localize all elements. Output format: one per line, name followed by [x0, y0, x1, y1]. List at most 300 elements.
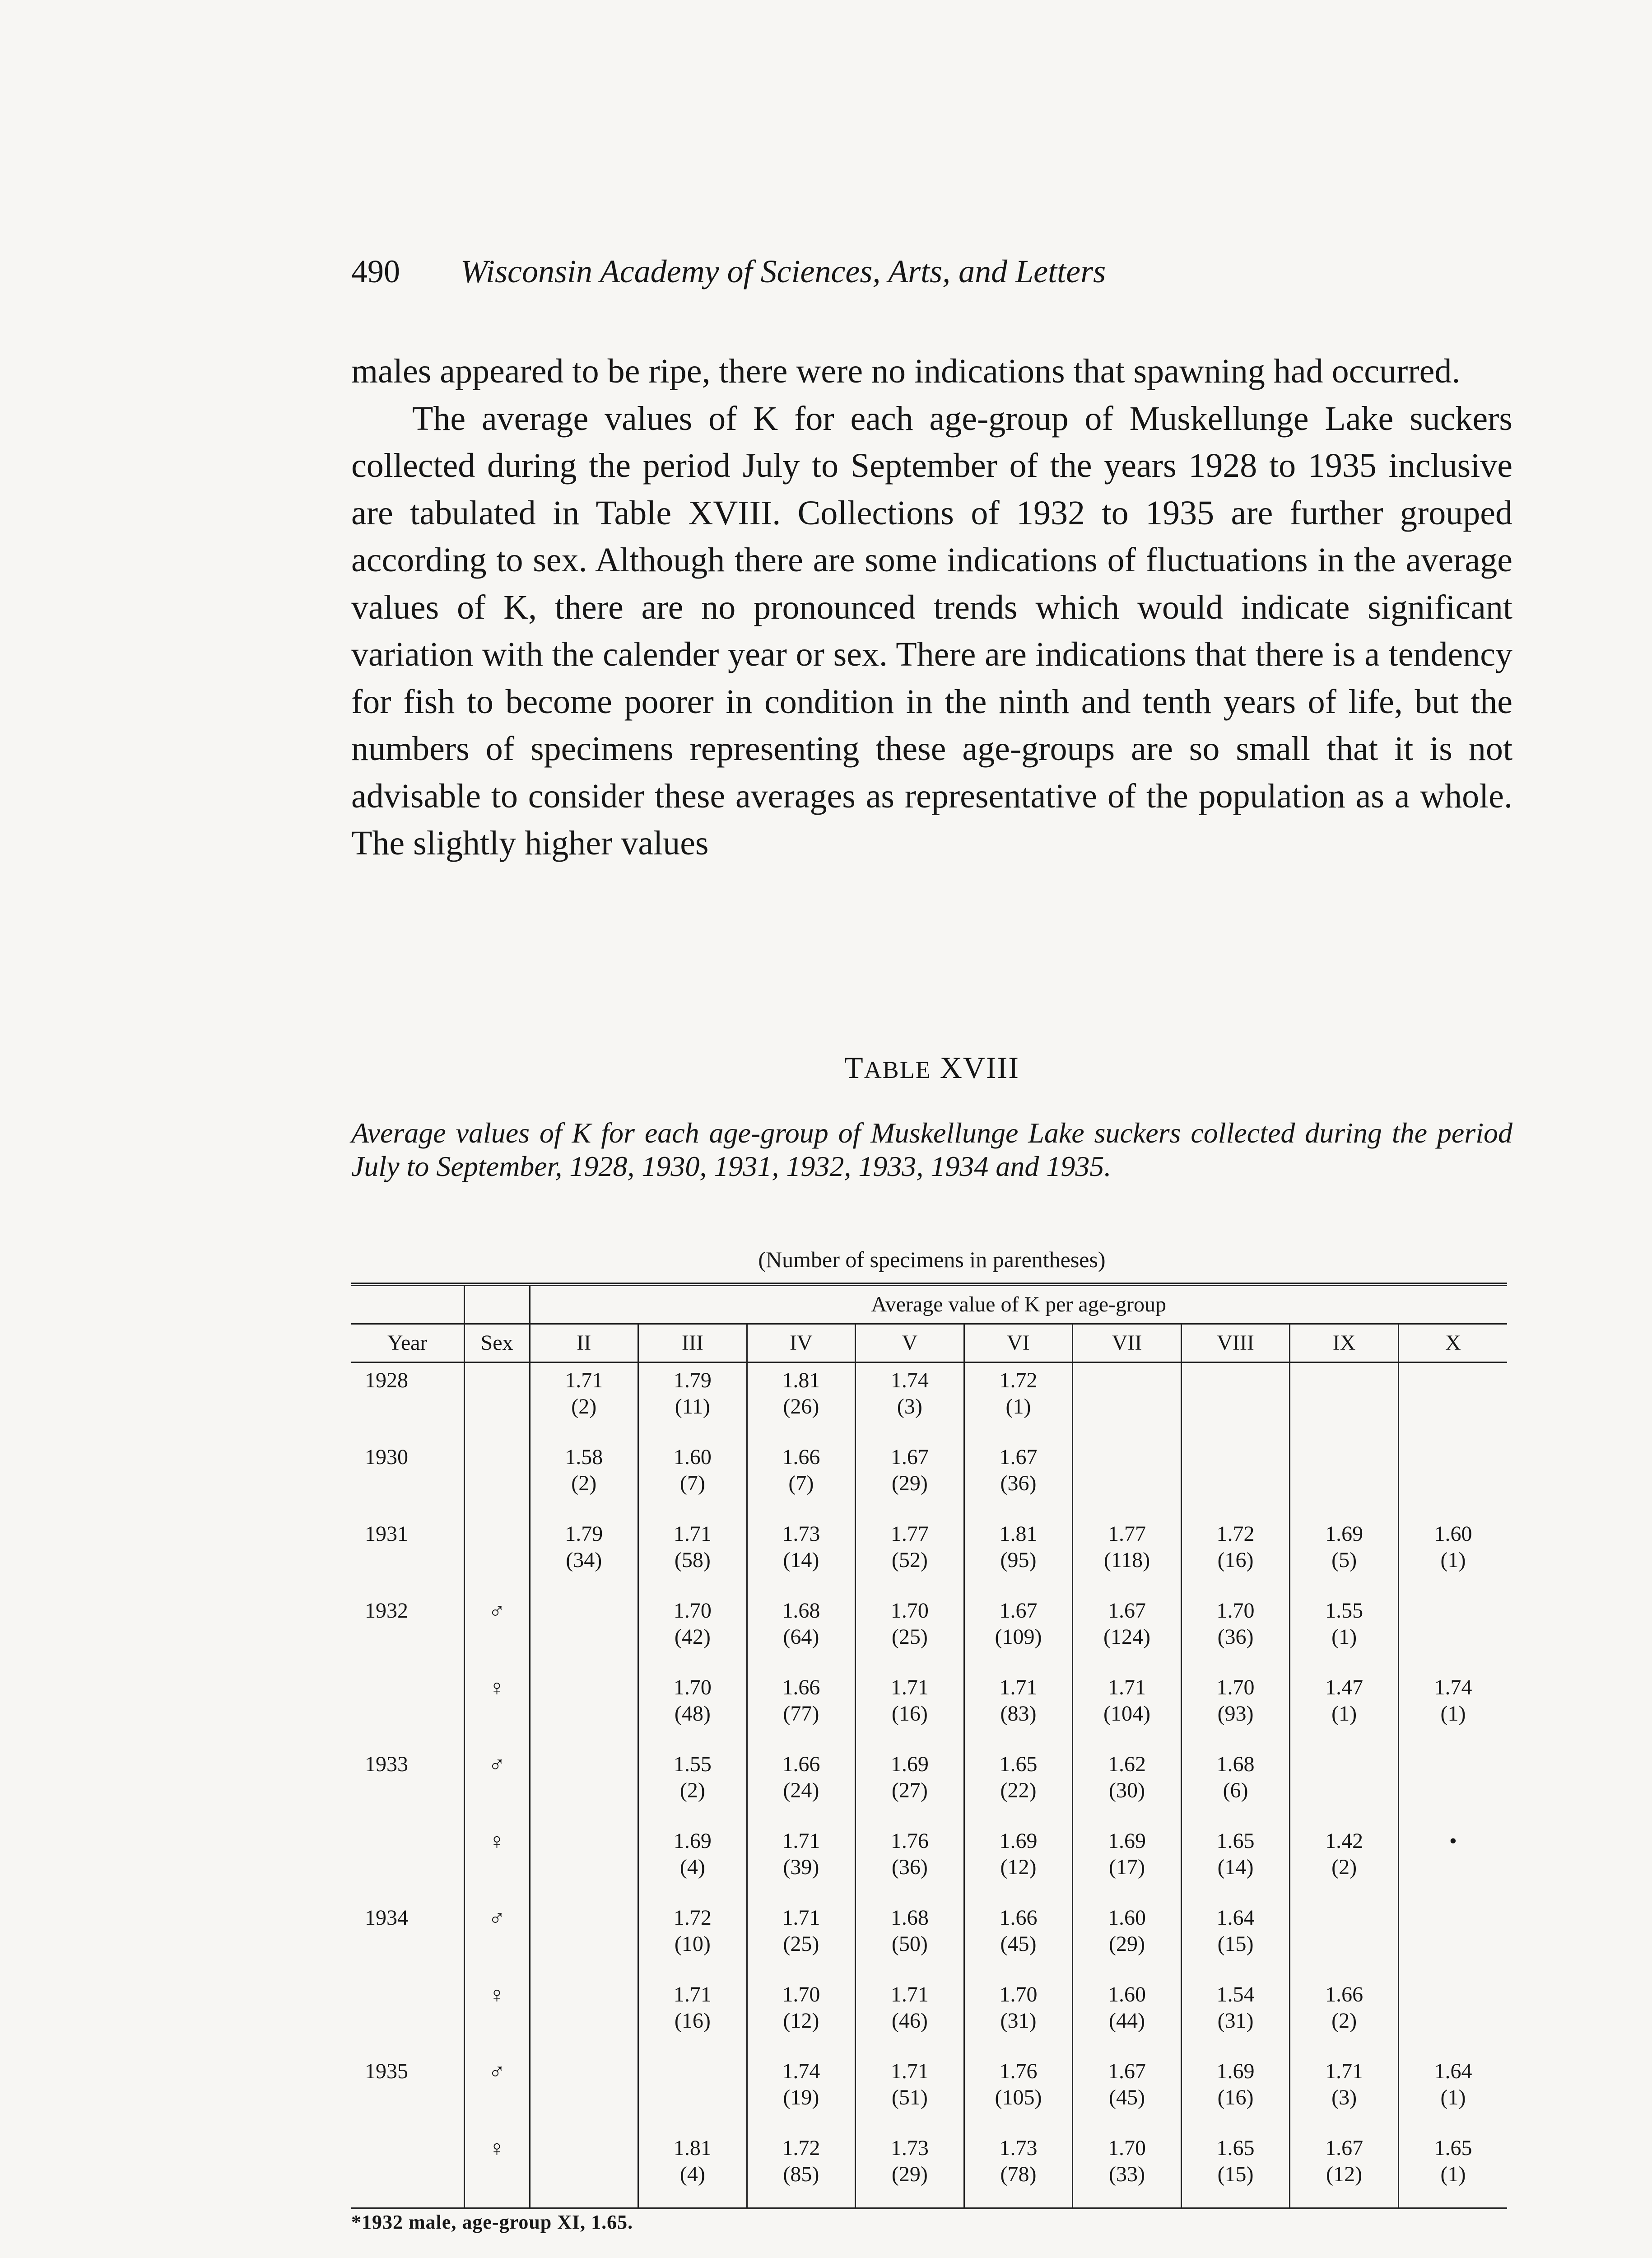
k-value-cell: [964, 1977, 1073, 2054]
column-header-age-group: IV: [747, 1324, 856, 1362]
specimen-count: (58): [674, 1548, 711, 1572]
specimen-count: (33): [1109, 2162, 1145, 2186]
k-value-cell: [638, 1440, 747, 1516]
k-value: 1.71: [890, 1675, 929, 1699]
k-value: 1.69: [1216, 2059, 1255, 2083]
k-value-cell: [638, 1900, 747, 1977]
k-value-cell: [530, 1900, 638, 1977]
k-value-cell: [1398, 2054, 1507, 2131]
k-value-cell: [1290, 1824, 1399, 1900]
k-values-table: [351, 1283, 1507, 2209]
k-value: 1.64: [1434, 2059, 1472, 2083]
k-value: 1.79: [673, 1368, 712, 1392]
k-value: 1.60: [1108, 1906, 1146, 1930]
specimen-count: (2): [571, 1395, 597, 1418]
specimen-count: (1): [1005, 1395, 1031, 1418]
specimen-count: (42): [674, 1625, 711, 1649]
header-spacer-sex: [464, 1284, 530, 1324]
specimen-count: (4): [679, 1855, 705, 1879]
specimen-count: (1): [1331, 1625, 1357, 1649]
k-value-cell: [1181, 1670, 1290, 1747]
k-value: 1.65: [1216, 2136, 1255, 2160]
k-value-cell: [856, 1440, 964, 1516]
specimen-count: (1): [1331, 1702, 1357, 1726]
specimen-count: (45): [1109, 2085, 1145, 2109]
specimen-count: (11): [675, 1395, 710, 1418]
specimen-count: (16): [891, 1702, 928, 1726]
table-row: [351, 1977, 1507, 2054]
specimen-count: (50): [891, 1932, 928, 1956]
k-value: 1.67: [999, 1599, 1038, 1623]
column-header-year: Year: [351, 1324, 464, 1362]
k-value-cell: [530, 1440, 638, 1516]
specimen-count: (2): [1331, 1855, 1357, 1879]
k-value: 1.74: [890, 1368, 929, 1392]
column-header-sex: Sex: [464, 1324, 530, 1362]
k-value-cell: [747, 1824, 856, 1900]
specimen-count: (29): [891, 1471, 928, 1495]
table-label-smallcaps: ABLE: [864, 1056, 931, 1083]
specimen-count: (14): [783, 1548, 819, 1572]
k-value-cell: [964, 1516, 1073, 1593]
k-value: 1.66: [782, 1445, 820, 1469]
paragraph: The average values of K for each age-group of Muskellunge Lake suckers collected during the period July to September of the years 1928 to 1935 inclusive are tabulated in Table XVIII. Collections of 1932 to 1935 are further grouped according to sex. Although there are some indications of fluctuations in the average values of K, there are no pronounced trends which would indicate significant variation with the calender year or sex. There are indications that there is a tendency for fish to become poorer in condition in the ninth and tenth years of life, but the numbers of specimens representing these age-groups are so small that it is not advisable to consider these averages as representative of the population as a whole. The slightly higher values: [351, 399, 1512, 862]
k-value: 1.66: [782, 1752, 820, 1776]
k-value-cell: [1073, 1440, 1182, 1516]
k-value-cell: [1181, 2131, 1290, 2208]
table-row: [351, 1440, 1507, 1516]
k-value-cell: [1181, 1440, 1290, 1516]
specimen-count: (124): [1103, 1625, 1150, 1649]
header-spacer-year: [351, 1284, 464, 1324]
k-value-cell: [530, 1593, 638, 1670]
specimen-count: (48): [674, 1702, 711, 1726]
k-value: 1.70: [782, 1983, 820, 2006]
k-value-cell: [1398, 1747, 1507, 1824]
k-value: 1.66: [1325, 1983, 1363, 2006]
k-value-cell: [856, 1824, 964, 1900]
sex-cell: ♀: [464, 2131, 530, 2208]
k-value: 1.72: [1216, 1522, 1255, 1546]
year-cell: [351, 1670, 464, 1747]
table-row: [351, 1747, 1507, 1824]
k-value: 1.64: [1216, 1906, 1255, 1930]
k-value-cell: [638, 1670, 747, 1747]
k-value-cell: [1073, 1900, 1182, 1977]
table-footnote: *1932 male, age-group XI, 1.65.: [351, 2211, 633, 2233]
specimen-count: (12): [1000, 1855, 1037, 1879]
specimen-count: (93): [1217, 1702, 1254, 1726]
specimen-count: (104): [1103, 1702, 1150, 1726]
table-caption: Average values of K for each age-group of Muskellunge Lake suckers collected during the period July to September, 1928, 1930, 1931, 1932, 1933, 1934 and 1935.: [351, 1117, 1512, 1182]
specimen-count: (109): [995, 1625, 1042, 1649]
k-value: 1.69: [673, 1829, 712, 1853]
k-value-cell: [530, 1362, 638, 1440]
k-value-cell: [747, 1516, 856, 1593]
k-value: 1.74: [1434, 1675, 1472, 1699]
k-value-cell: [638, 2131, 747, 2208]
specimen-count: (1): [1440, 1702, 1466, 1726]
k-value-cell: [747, 2131, 856, 2208]
specimen-count: (85): [783, 2162, 819, 2186]
k-value: 1.68: [1216, 1752, 1255, 1776]
year-cell: 1933: [365, 1752, 408, 1776]
k-value-cell: [530, 2131, 638, 2208]
specimen-count: (14): [1217, 1855, 1254, 1879]
specimen-count: (10): [674, 1932, 711, 1956]
k-value-cell: [1073, 2054, 1182, 2131]
k-value-cell: [856, 1977, 964, 2054]
year-cell: 1928: [365, 1368, 408, 1392]
year-cell: 1931: [365, 1522, 408, 1546]
k-value: 1.73: [782, 1522, 820, 1546]
k-value-cell: [638, 1362, 747, 1440]
specimen-count: (16): [674, 2009, 711, 2033]
column-header-age-group: IX: [1290, 1324, 1399, 1362]
specimen-count: (25): [891, 1625, 928, 1649]
column-header-age-group: VI: [964, 1324, 1073, 1362]
k-value-cell: [1398, 1362, 1507, 1440]
k-value: 1.77: [890, 1522, 929, 1546]
k-value: 1.72: [782, 2136, 820, 2160]
k-value: 1.42: [1325, 1829, 1363, 1853]
specimen-count: (46): [891, 2009, 928, 2033]
k-value-cell: [1290, 1362, 1399, 1440]
specimen-count: (15): [1217, 1932, 1254, 1956]
sex-cell: ♂: [464, 1747, 530, 1824]
k-value-cell: [1398, 1516, 1507, 1593]
k-value-cell: [1290, 2054, 1399, 2131]
k-value-cell: [1181, 1900, 1290, 1977]
k-value-cell: [1290, 1593, 1399, 1670]
table-label-initial: T: [844, 1050, 864, 1085]
k-value: 1.77: [1108, 1522, 1146, 1546]
table-row: [351, 2054, 1507, 2131]
k-value-cell: [1398, 1440, 1507, 1516]
year-cell: 1930: [365, 1445, 408, 1469]
specimen-count: (118): [1103, 1548, 1150, 1572]
specimen-count: (27): [891, 1778, 928, 1802]
k-value: 1.73: [999, 2136, 1038, 2160]
k-value: 1.47: [1325, 1675, 1363, 1699]
specimen-count: (19): [783, 2085, 819, 2109]
k-value-cell: [1181, 1516, 1290, 1593]
year-cell: 1932: [365, 1599, 408, 1623]
specimen-count: (36): [1000, 1471, 1037, 1495]
k-value-cell: [856, 1900, 964, 1977]
specimen-count: (34): [566, 1548, 602, 1572]
k-value-cell: [1181, 1747, 1290, 1824]
k-value-cell: [747, 1747, 856, 1824]
k-value-cell: [964, 1670, 1073, 1747]
k-value-cell: [1290, 1670, 1399, 1747]
k-value-cell: [747, 1670, 856, 1747]
k-value-cell: [856, 2054, 964, 2131]
k-value: 1.65: [1434, 2136, 1472, 2160]
k-value: 1.69: [999, 1829, 1038, 1853]
k-value-cell: [1181, 1593, 1290, 1670]
k-value-cell: [1073, 1593, 1182, 1670]
specimen-count: (51): [891, 2085, 928, 2109]
specimen-count: (16): [1217, 1548, 1254, 1572]
column-header-age-group: VII: [1073, 1324, 1182, 1362]
k-value: 1.70: [673, 1599, 712, 1623]
specimen-count: (6): [1223, 1778, 1248, 1802]
specimen-count: (12): [783, 2009, 819, 2033]
sex-cell: ♂: [464, 1900, 530, 1977]
k-value-cell: [747, 2054, 856, 2131]
k-value-cell: [1181, 1362, 1290, 1440]
specimen-count: (1): [1440, 2162, 1466, 2186]
specimen-count: (30): [1109, 1778, 1145, 1802]
k-value-cell: [856, 1747, 964, 1824]
table-subheader-row: [351, 1324, 1507, 1362]
k-value: 1.67: [890, 1445, 929, 1469]
specimen-count: (64): [783, 1625, 819, 1649]
k-value-cell: [1073, 1977, 1182, 2054]
k-value: •: [1449, 1829, 1457, 1853]
k-value-cell: [964, 1900, 1073, 1977]
k-value: 1.70: [1216, 1675, 1255, 1699]
column-header-age-group: X: [1398, 1324, 1507, 1362]
k-value-cell: [747, 1362, 856, 1440]
column-header-age-group: III: [638, 1324, 747, 1362]
k-value: 1.65: [1216, 1829, 1255, 1853]
k-value-cell: [1290, 1977, 1399, 2054]
specimen-count: (1): [1440, 2085, 1466, 2109]
k-value-cell: [1073, 2131, 1182, 2208]
table-note: (Number of specimens in parentheses): [758, 1247, 1106, 1272]
k-value-cell: [964, 2131, 1073, 2208]
k-value-cell: [1290, 1747, 1399, 1824]
specimen-count: (2): [679, 1778, 705, 1802]
k-value-cell: [1398, 2131, 1507, 2208]
specimen-count: (29): [1109, 1932, 1145, 1956]
k-value: 1.69: [1325, 1522, 1363, 1546]
k-value: 1.71: [673, 1983, 712, 2006]
k-value: 1.70: [1216, 1599, 1255, 1623]
year-cell: [351, 1977, 464, 2054]
specimen-count: (29): [891, 2162, 928, 2186]
table-row: [351, 1593, 1507, 1670]
k-value-cell: [856, 1516, 964, 1593]
age-group-group-header: Average value of K per age-group: [530, 1284, 1507, 1324]
sex-cell: ♀: [464, 1824, 530, 1900]
k-value-cell: [1073, 1670, 1182, 1747]
k-value-cell: [530, 1747, 638, 1824]
k-value-cell: [856, 1670, 964, 1747]
k-value: 1.73: [890, 2136, 929, 2160]
column-header-age-group: VIII: [1181, 1324, 1290, 1362]
specimen-count: (105): [995, 2085, 1042, 2109]
specimen-count: (36): [891, 1855, 928, 1879]
k-value: 1.60: [1108, 1983, 1146, 2006]
page-header: [351, 253, 1385, 303]
k-value: 1.71: [890, 2059, 929, 2083]
table-row: [351, 1670, 1507, 1747]
sex-cell: ♂: [464, 2054, 530, 2131]
k-value-cell: [1181, 1977, 1290, 2054]
k-value: 1.70: [999, 1983, 1038, 2006]
k-value: 1.67: [1108, 2059, 1146, 2083]
body-text: [351, 348, 1512, 867]
k-value-cell: [964, 2054, 1073, 2131]
specimen-count: (16): [1217, 2085, 1254, 2109]
k-value: 1.67: [1108, 1599, 1146, 1623]
k-value: 1.67: [1325, 2136, 1363, 2160]
k-value-cell: [530, 1516, 638, 1593]
specimen-count: (2): [571, 1471, 597, 1495]
k-value-cell: [1073, 1362, 1182, 1440]
k-value-cell: [856, 1362, 964, 1440]
specimen-count: (39): [783, 1855, 819, 1879]
k-value: 1.55: [1325, 1599, 1363, 1623]
specimen-count: (2): [1331, 2009, 1357, 2033]
specimen-count: (24): [783, 1778, 819, 1802]
k-value-cell: [638, 1516, 747, 1593]
k-value-cell: [964, 1747, 1073, 1824]
k-value: 1.76: [890, 1829, 929, 1853]
k-value-cell: [1398, 1593, 1507, 1670]
k-value-cell: [530, 1977, 638, 2054]
year-cell: [351, 1824, 464, 1900]
specimen-count: (36): [1217, 1625, 1254, 1649]
specimen-count: (4): [679, 2162, 705, 2186]
k-value-cell: [530, 1824, 638, 1900]
specimen-count: (1): [1440, 1548, 1466, 1572]
k-value-cell: [530, 2054, 638, 2131]
k-value: 1.81: [999, 1522, 1038, 1546]
specimen-count: (26): [783, 1395, 819, 1418]
specimen-count: (25): [783, 1932, 819, 1956]
k-value: 1.68: [890, 1906, 929, 1930]
k-value: 1.66: [782, 1675, 820, 1699]
k-value: 1.71: [782, 1906, 820, 1930]
k-value: 1.66: [999, 1906, 1038, 1930]
column-header-age-group: V: [856, 1324, 964, 1362]
specimen-count: (45): [1000, 1932, 1037, 1956]
table-label: [351, 1050, 1512, 1086]
k-value-cell: [1073, 1824, 1182, 1900]
k-value-cell: [1290, 1900, 1399, 1977]
k-value-cell: [964, 1593, 1073, 1670]
k-value: 1.71: [999, 1675, 1038, 1699]
specimen-count: (52): [891, 1548, 928, 1572]
table-row: [351, 1516, 1507, 1593]
k-value: 1.54: [1216, 1983, 1255, 2006]
running-head: Wisconsin Academy of Sciences, Arts, and Letters: [461, 253, 1106, 289]
page-number: 490: [351, 253, 400, 289]
k-value: 1.70: [1108, 2136, 1146, 2160]
specimen-count: (31): [1000, 2009, 1037, 2033]
k-value-cell: [638, 1593, 747, 1670]
specimen-count: (44): [1109, 2009, 1145, 2033]
specimen-count: (22): [1000, 1778, 1037, 1802]
k-value: 1.68: [782, 1599, 820, 1623]
year-cell: 1935: [365, 2059, 408, 2083]
specimen-count: (78): [1000, 2162, 1037, 2186]
k-value: 1.71: [890, 1983, 929, 2006]
k-value-cell: [530, 1670, 638, 1747]
specimen-count: (17): [1109, 1855, 1145, 1879]
k-value-cell: [1398, 1824, 1507, 1900]
k-value: 1.76: [999, 2059, 1038, 2083]
k-value-cell: [1073, 1747, 1182, 1824]
k-value: 1.71: [782, 1829, 820, 1853]
specimen-count: (77): [783, 1702, 819, 1726]
k-value-cell: [1290, 1516, 1399, 1593]
table-row: [351, 1824, 1507, 1900]
k-value: 1.74: [782, 2059, 820, 2083]
k-value-cell: [747, 1593, 856, 1670]
k-value-cell: [1398, 1670, 1507, 1747]
paragraph: males appeared to be ripe, there were no indications that spawning had occurred.: [351, 352, 1461, 390]
k-value: 1.69: [1108, 1829, 1146, 1853]
table-body: [351, 1362, 1507, 2209]
k-value-cell: [747, 1977, 856, 2054]
k-value-cell: [1398, 1977, 1507, 2054]
k-value: 1.81: [782, 1368, 820, 1392]
k-value: 1.72: [999, 1368, 1038, 1392]
k-value: 1.70: [673, 1675, 712, 1699]
k-value-cell: [1181, 2054, 1290, 2131]
specimen-count: (3): [1331, 2085, 1357, 2109]
k-value-cell: [964, 1824, 1073, 1900]
k-value-cell: [747, 1440, 856, 1516]
specimen-count: (7): [679, 1471, 705, 1495]
k-value: 1.60: [1434, 1522, 1472, 1546]
k-value: 1.55: [673, 1752, 712, 1776]
table-row: [351, 2131, 1507, 2208]
k-value-cell: [638, 1747, 747, 1824]
k-value-cell: [747, 1900, 856, 1977]
sex-cell: ♂: [464, 1593, 530, 1670]
k-value: 1.71: [1108, 1675, 1146, 1699]
specimen-count: (12): [1326, 2162, 1363, 2186]
k-value: 1.60: [673, 1445, 712, 1469]
k-value-cell: [638, 2054, 747, 2131]
sex-cell: ♀: [464, 1977, 530, 2054]
k-value: 1.79: [565, 1522, 603, 1546]
k-value: 1.71: [1325, 2059, 1363, 2083]
year-cell: [351, 2131, 464, 2208]
k-value-cell: [638, 1824, 747, 1900]
k-value: 1.72: [673, 1906, 712, 1930]
k-value: 1.81: [673, 2136, 712, 2160]
k-value-cell: [1290, 1440, 1399, 1516]
k-value-cell: [856, 1593, 964, 1670]
k-value: 1.65: [999, 1752, 1038, 1776]
year-cell: 1934: [365, 1906, 408, 1930]
k-value: 1.58: [565, 1445, 603, 1469]
table-row: [351, 1362, 1507, 1440]
sex-cell: [464, 1440, 530, 1516]
k-value-cell: [638, 1977, 747, 2054]
k-value-cell: [856, 2131, 964, 2208]
sex-cell: [464, 1362, 530, 1440]
sex-cell: ♀: [464, 1670, 530, 1747]
k-value-cell: [1290, 2131, 1399, 2208]
k-value: 1.62: [1108, 1752, 1146, 1776]
specimen-count: (5): [1331, 1548, 1357, 1572]
k-value: 1.67: [999, 1445, 1038, 1469]
specimen-count: (31): [1217, 2009, 1254, 2033]
sex-cell: [464, 1516, 530, 1593]
k-value-cell: [1181, 1824, 1290, 1900]
k-value: 1.70: [890, 1599, 929, 1623]
specimen-count: (7): [788, 1471, 814, 1495]
specimen-count: (15): [1217, 2162, 1254, 2186]
